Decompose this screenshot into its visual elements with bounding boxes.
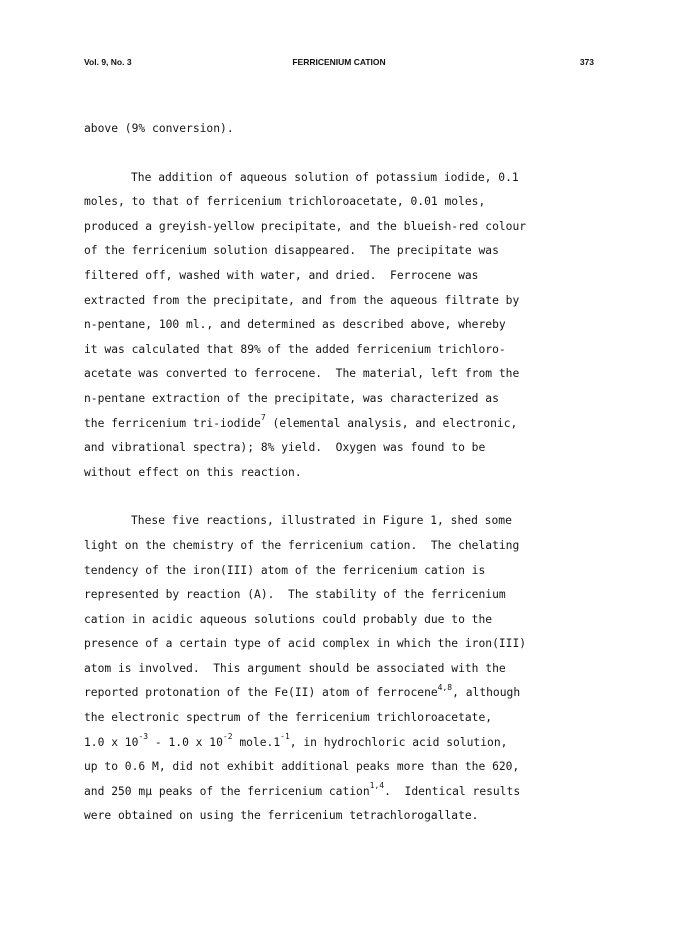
volume-issue: Vol. 9, No. 3 xyxy=(84,57,132,67)
text-line: it was calculated that 89% of the added ferricenium trichloro- xyxy=(84,342,506,356)
running-title: FERRICENIUM CATION xyxy=(292,57,386,67)
text-line: tendency of the iron(III) atom of the ferricenium cation is xyxy=(84,563,486,577)
text-fragment: - 1.0 x 10 xyxy=(148,735,223,749)
text-line: up to 0.6 M, did not exhibit additional peaks more than the 620, xyxy=(84,760,520,774)
text-line: acetate was converted to ferrocene. The material, left from the xyxy=(84,367,520,381)
paragraph-gap xyxy=(84,485,604,509)
exponent: -2 xyxy=(222,731,233,741)
text-line xyxy=(84,780,604,805)
text-line: of the ferricenium solution disappeared. The precipitate was xyxy=(84,244,499,258)
text-line: These five reactions, illustrated in Figure 1, shed some xyxy=(131,514,512,528)
text-line: the electronic spectrum of the ferricenium trichloroacetate, xyxy=(84,711,493,725)
text-line: moles, to that of ferricenium trichloroacetate, 0.01 moles, xyxy=(84,195,486,209)
text-fragment: mole.1 xyxy=(232,735,281,749)
text-fragment: 1.0 x 10 xyxy=(84,735,139,749)
text-fragment: , in hydrochloric acid solution, xyxy=(289,735,508,749)
text-fragment: (elemental analysis, and electronic, xyxy=(265,416,518,430)
page-number: 373 xyxy=(579,57,594,67)
text-line: n-pentane extraction of the precipitate, was characterized as xyxy=(84,391,499,405)
text-line: represented by reaction (A). The stability of the ferricenium xyxy=(84,588,506,602)
text-fragment: and 250 mµ peaks of the ferricenium cation xyxy=(84,784,370,798)
text-line: cation in acidic aqueous solutions could probably due to the xyxy=(84,612,493,626)
text-fragment: reported protonation of the Fe(II) atom of ferrocene xyxy=(84,686,438,700)
text-fragment: , although xyxy=(452,686,521,700)
text-line: filtered off, washed with water, and dried. Ferrocene was xyxy=(84,268,479,282)
running-head xyxy=(84,57,594,71)
text-line: light on the chemistry of the ferricenium cation. The chelating xyxy=(84,538,520,552)
text-line: above (9% conversion). xyxy=(84,122,234,135)
text-line: atom is involved. This argument should be associated with the xyxy=(84,661,506,675)
reference-superscript: 7 xyxy=(260,412,266,422)
paragraph-3 xyxy=(84,509,604,829)
text-line: extracted from the precipitate, and from the aqueous filtrate by xyxy=(84,293,520,307)
text-line: without effect on this reaction. xyxy=(84,465,302,479)
text-line: n-pentane, 100 ml., and determined as described above, whereby xyxy=(84,318,506,332)
text-line: presence of a certain type of acid complex in which the iron(III) xyxy=(84,637,527,651)
reference-superscript: 4,8 xyxy=(437,682,453,692)
paragraph-2 xyxy=(84,166,604,486)
text-line: and vibrational spectra); 8% yield. Oxygen was found to be xyxy=(84,441,486,455)
text-line: produced a greyish-yellow precipitate, and the blueish-red colour xyxy=(84,219,527,233)
text-line: The addition of aqueous solution of potassium iodide, 0.1 xyxy=(131,170,519,184)
body-text xyxy=(84,117,604,829)
text-line xyxy=(84,412,604,437)
text-fragment: the ferricenium tri-iodide xyxy=(84,416,261,430)
exponent: -1 xyxy=(280,731,290,741)
text-fragment: . Identical results xyxy=(384,784,521,798)
text-line xyxy=(84,731,604,756)
paragraph-gap xyxy=(84,142,604,166)
text-line xyxy=(84,681,604,706)
reference-superscript: 1,4 xyxy=(369,781,385,791)
paragraph-1 xyxy=(84,117,604,142)
text-line: were obtained on using the ferricenium tetrachlorogallate. xyxy=(84,809,479,823)
exponent: -3 xyxy=(138,731,149,741)
